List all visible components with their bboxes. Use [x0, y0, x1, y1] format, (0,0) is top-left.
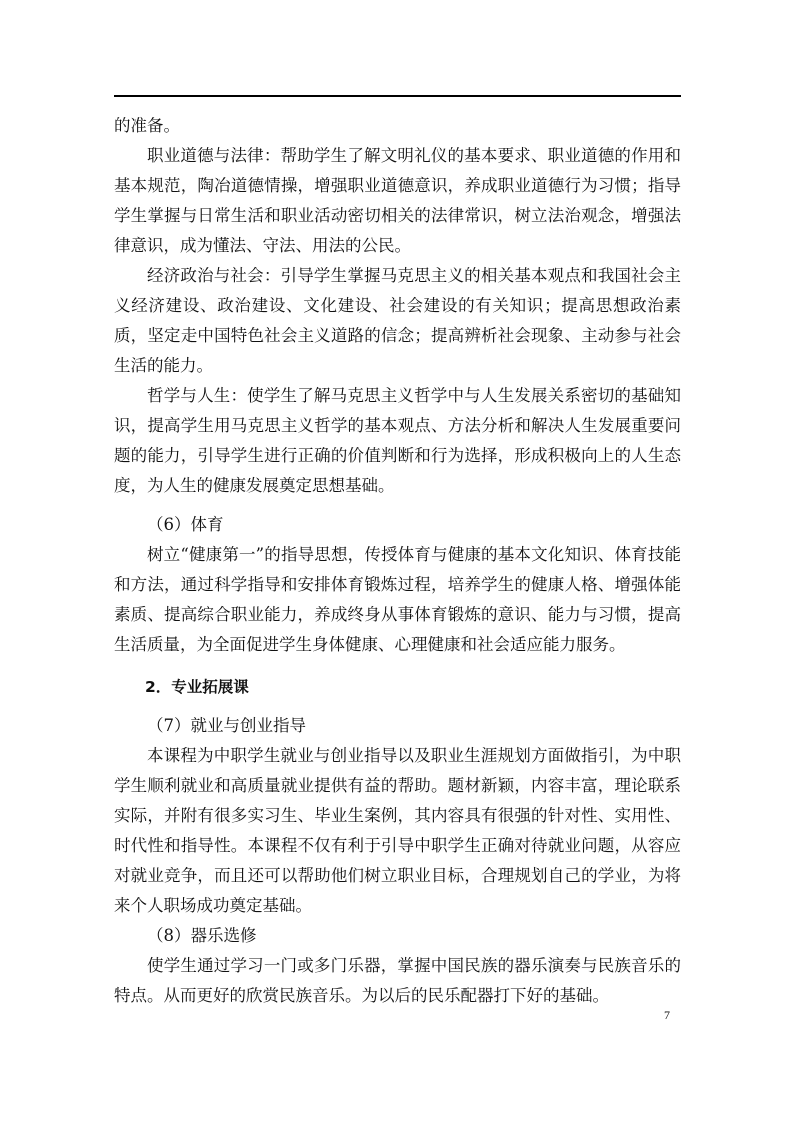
page-number: 7 — [664, 1008, 670, 1022]
paragraph-physical-education: 树立“健康第一”的指导思想，传授体育与健康的基本文化知识、体育技能和方法，通过科学指导和安排体育锻炼过程，培养学生的健康人格、增强体能素质、提高综合职业能力，养成终身从事体育锻炼的意识、能力与习惯，提高生活质量，为全面促进学生身体健康、心理健康和社会适应能力服务。 — [114, 545, 681, 654]
subheading-employment-guidance: （7）就业与创业指导 — [147, 716, 306, 735]
paragraph-employment-guidance: 本课程为中职学生就业与创业指导以及职业生涯规划方面做指引，为中职学生顺利就业和高质量就业提供有益的帮助。题材新颖，内容丰富，理论联系实际，并附有很多实习生、毕业生案例，其内容具有很强的针对性、实用性、时代性和指导性。本课程不仅有利于引导中职学生正确对待就业问题，从容应对就业竞争，而且还可以帮助他们树立职业目标，合理规划自己的学业，为将来个人职场成功奠定基础。 — [114, 746, 681, 915]
paragraph-continuation: 的准备。 — [114, 116, 180, 135]
subheading-instrumental-music: （8）器乐选修 — [147, 926, 257, 945]
paragraph-economics-politics-society: 经济政治与社会：引导学生掌握马克思主义的相关基本观点和我国社会主义经济建设、政治建设、文化建设、社会建设的有关知识；提高思想政治素质，坚定走中国特色社会主义道路的信念；提高辨析社会现象、主动参与社会生活的能力。 — [114, 266, 681, 375]
subheading-physical-education: （6）体育 — [147, 515, 224, 534]
paragraph-professional-ethics-law: 职业道德与法律：帮助学生了解文明礼仪的基本要求、职业道德的作用和基本规范，陶冶道德情操，增强职业道德意识，养成职业道德行为习惯；指导学生掌握与日常生活和职业活动密切相关的法律常识，树立法治观念，增强法律意识，成为懂法、守法、用法的公民。 — [114, 146, 681, 255]
document-body — [114, 111, 681, 1011]
section-heading-extension-courses: 2．专业拓展课 — [145, 678, 249, 696]
header-rule — [114, 95, 681, 97]
paragraph-instrumental-music: 使学生通过学习一门或多门乐器，掌握中国民族的器乐演奏与民族音乐的特点。从而更好的欣赏民族音乐。为以后的民乐配器打下好的基础。 — [114, 956, 681, 1005]
paragraph-philosophy-life: 哲学与人生：使学生了解马克思主义哲学中与人生发展关系密切的基础知识，提高学生用马克思主义哲学的基本观点、方法分析和解决人生发展重要问题的能力，引导学生进行正确的价值判断和行为选择，形成积极向上的人生态度，为人生的健康发展奠定思想基础。 — [114, 386, 681, 495]
